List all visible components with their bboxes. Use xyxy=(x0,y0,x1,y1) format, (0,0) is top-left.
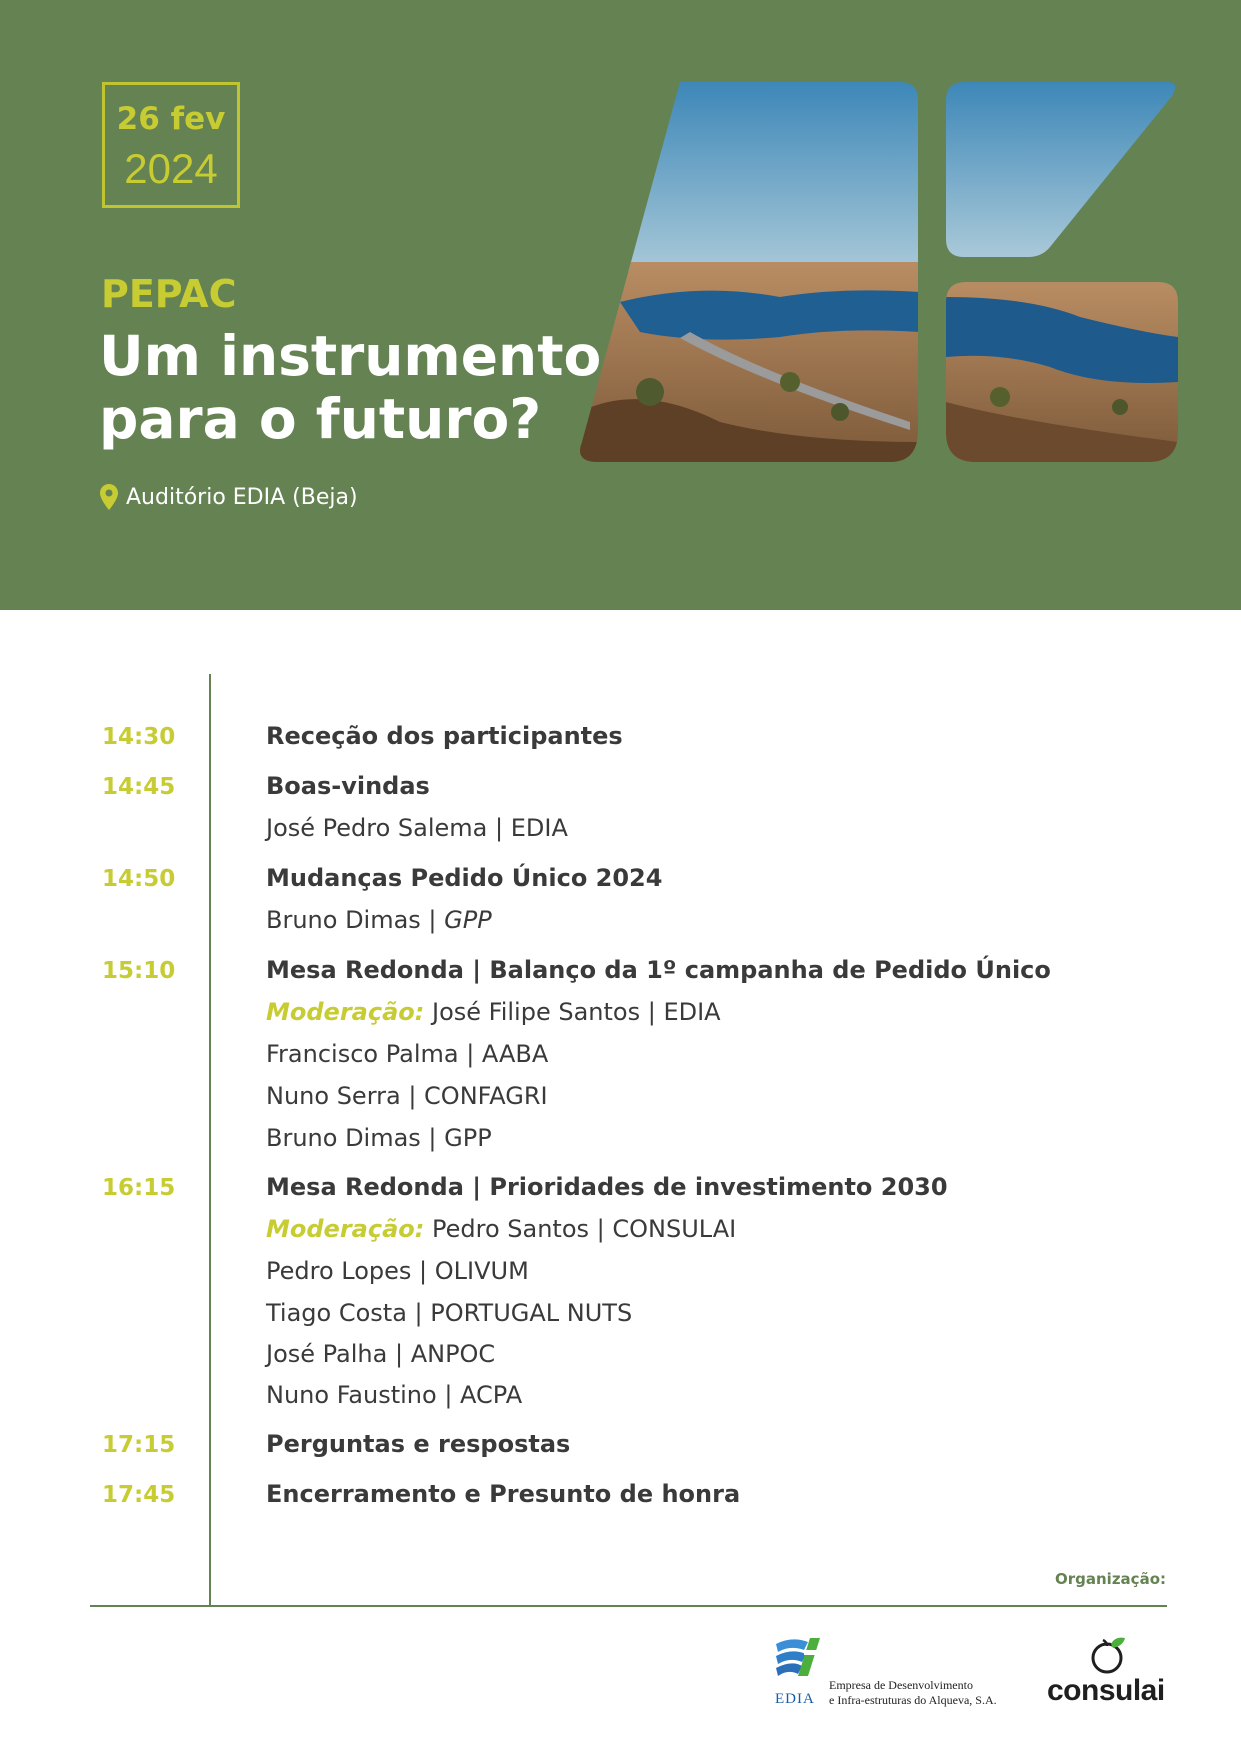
speaker-name: Bruno Dimas | xyxy=(266,906,445,934)
consulai-logo-icon xyxy=(1089,1636,1129,1676)
footer-divider xyxy=(90,1605,1167,1607)
photo-panel-bottom-right xyxy=(946,282,1178,462)
slot-title: Mudanças Pedido Único 2024 xyxy=(266,864,663,892)
photo-panel-top-right xyxy=(946,82,1175,257)
slot-time: 17:15 xyxy=(102,1432,176,1458)
date-year: 2024 xyxy=(124,145,218,192)
slot-title: Boas-vindas xyxy=(266,772,430,800)
speaker-line: Tiago Costa | PORTUGAL NUTS xyxy=(266,1299,633,1327)
speaker-line: Nuno Faustino | ACPA xyxy=(266,1381,523,1409)
speaker-line xyxy=(266,906,492,934)
location-pin-icon xyxy=(100,484,118,510)
moderator-label: Moderação: xyxy=(266,998,425,1026)
edia-line1: Empresa de Desenvolvimento xyxy=(829,1678,973,1692)
edia-logo-word: EDIA xyxy=(775,1691,815,1707)
speaker-line: Bruno Dimas | GPP xyxy=(266,1124,492,1152)
timeline-divider xyxy=(209,674,211,1606)
slot-time: 14:30 xyxy=(102,724,176,750)
edia-logo-icon xyxy=(774,1636,824,1690)
location-text: Auditório EDIA (Beja) xyxy=(126,484,358,510)
header-banner xyxy=(0,0,1241,610)
speaker-line: José Pedro Salema | EDIA xyxy=(266,814,568,842)
event-kicker: PEPAC xyxy=(101,272,237,316)
event-location xyxy=(100,484,358,510)
speaker-line: Pedro Lopes | OLIVUM xyxy=(266,1257,529,1285)
speaker-org: GPP xyxy=(444,906,492,934)
slot-title: Encerramento e Presunto de honra xyxy=(266,1480,741,1508)
slot-title: Receção dos participantes xyxy=(266,722,623,750)
slot-time: 14:45 xyxy=(102,774,176,800)
photo-panel-left xyxy=(580,82,920,462)
landscape-photo-collage xyxy=(580,82,1180,522)
moderator-label: Moderação: xyxy=(266,1215,425,1243)
moderator-line xyxy=(266,998,721,1026)
moderator-line xyxy=(266,1215,736,1243)
date-day: 26 fev xyxy=(116,101,226,137)
speaker-line: Francisco Palma | AABA xyxy=(266,1040,549,1068)
moderator-name: Pedro Santos | CONSULAI xyxy=(424,1215,737,1243)
date-box xyxy=(102,82,240,208)
slot-title: Mesa Redonda | Balanço da 1º campanha de Pedido Único xyxy=(266,956,1051,984)
slot-time: 15:10 xyxy=(102,958,176,984)
slot-title: Mesa Redonda | Prioridades de investimento 2030 xyxy=(266,1173,948,1201)
slot-time: 14:50 xyxy=(102,866,176,892)
organization-label: Organização: xyxy=(1055,1570,1166,1588)
moderator-name: José Filipe Santos | EDIA xyxy=(424,998,721,1026)
speaker-line: José Palha | ANPOC xyxy=(266,1340,496,1368)
event-title-line2: para o futuro? xyxy=(99,387,542,451)
event-title-line1: Um instrumento xyxy=(99,324,602,388)
slot-time: 16:15 xyxy=(102,1175,176,1201)
edia-line2: e Infra-estruturas do Alqueva, S.A. xyxy=(829,1693,997,1707)
event-title xyxy=(99,325,619,451)
edia-logo-text xyxy=(829,1678,997,1708)
consulai-logo-word: consulai xyxy=(1047,1674,1165,1707)
slot-time: 17:45 xyxy=(102,1482,176,1508)
speaker-line: Nuno Serra | CONFAGRI xyxy=(266,1082,548,1110)
slot-title: Perguntas e respostas xyxy=(266,1430,571,1458)
